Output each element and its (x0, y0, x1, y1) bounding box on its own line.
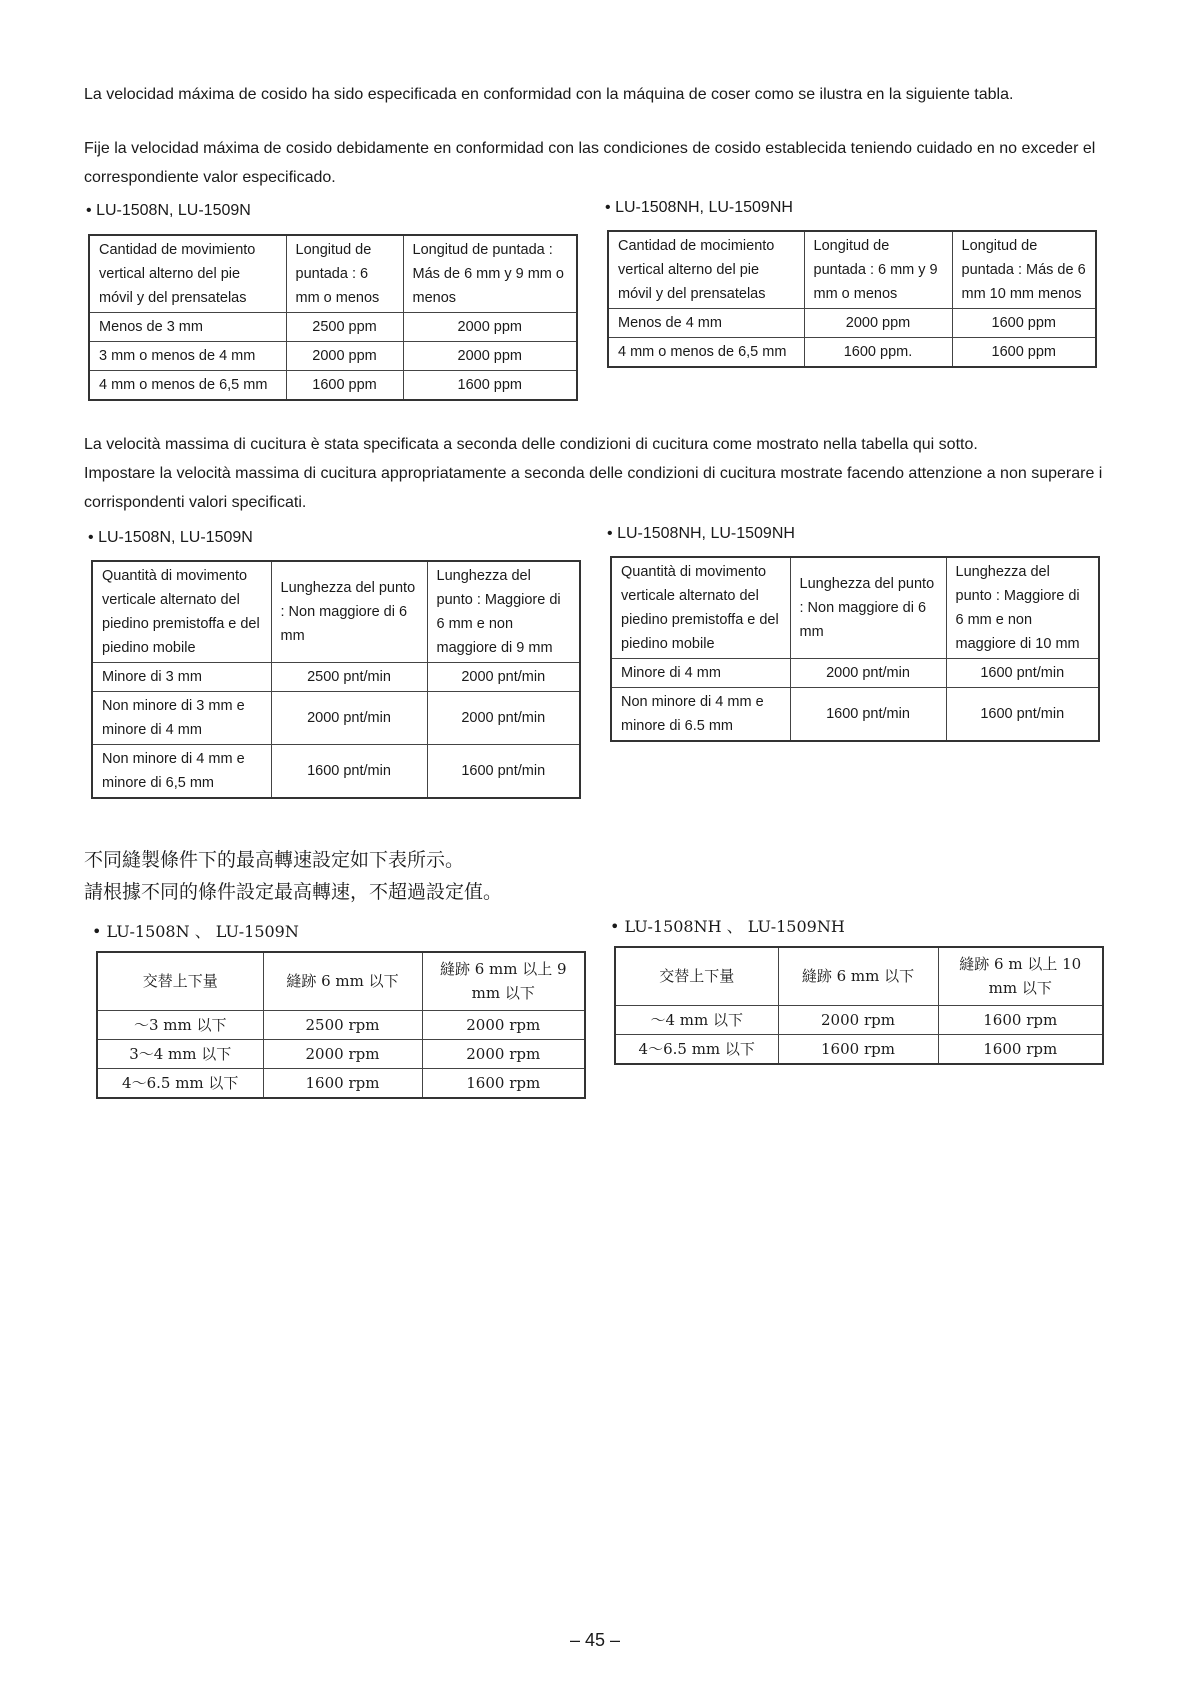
table-header-cell: 縫跡 6 m 以上 10 mm 以下 (938, 947, 1103, 1005)
table-row (89, 342, 577, 371)
table-header-cell: Longitud de puntada : 6 mm y 9 mm o menos (804, 231, 952, 309)
table-cell: 1600 pnt/min (271, 745, 427, 799)
table-cell: 4～6.5 mm 以下 (615, 1034, 778, 1064)
table-cell: 2000 rpm (778, 1005, 938, 1034)
table-header-row (608, 231, 1096, 309)
table-row (92, 745, 580, 799)
bullet-icon: • (92, 922, 102, 941)
table-cell: 2000 ppm (403, 342, 577, 371)
chinese-right-table (614, 946, 1104, 1065)
table-cell: Menos de 3 mm (89, 313, 286, 342)
table-cell: 2500 ppm (286, 313, 403, 342)
table-cell: 1600 ppm (286, 371, 403, 401)
spanish-left-caption: • LU-1508N, LU-1509N (86, 202, 251, 219)
table-cell: 1600 rpm (778, 1034, 938, 1064)
chinese-left-table (96, 951, 586, 1099)
table-cell: Menos de 4 mm (608, 309, 804, 338)
chinese-left-caption: • LU-1508N 、 LU-1509N (92, 922, 299, 941)
table-cell: 2000 ppm (403, 313, 577, 342)
table-cell: 1600 ppm (952, 309, 1096, 338)
table-header-cell: Lunghezza del punto : Maggiore di 6 mm e non maggiore di 10 mm (946, 557, 1099, 659)
table-cell: 2000 pnt/min (271, 692, 427, 745)
table-cell: 2000 pnt/min (790, 659, 946, 688)
table-cell: 1600 rpm (938, 1005, 1103, 1034)
table-cell: 3 mm o menos de 4 mm (89, 342, 286, 371)
page-number: – 45 – (569, 1630, 621, 1650)
table-cell: 2000 rpm (422, 1010, 585, 1039)
table-header-cell: Lunghezza del punto : Non maggiore di 6 mm (790, 557, 946, 659)
table-cell: 2000 pnt/min (427, 663, 580, 692)
italian-intro-1: La velocità massima di cucitura è stata specificata a seconda delle condizioni di cucitura come mostrato nella tabella qui sotto. (84, 436, 978, 453)
table-header-cell: 交替上下量 (97, 952, 263, 1010)
table-header-cell: Quantità di movimento verticale alternato del piedino premistoffa e del piedino mobile (92, 561, 271, 663)
table-cell: Minore di 3 mm (92, 663, 271, 692)
italian-right-table (610, 556, 1100, 742)
table-header-cell: Lunghezza del punto : Non maggiore di 6 mm (271, 561, 427, 663)
italian-left-caption: • LU-1508N, LU-1509N (88, 529, 253, 546)
table-row (97, 1039, 585, 1068)
table-header-row (92, 561, 580, 663)
table-cell: 1600 ppm. (804, 338, 952, 368)
table-header-cell: 交替上下量 (615, 947, 778, 1005)
table-row (92, 663, 580, 692)
table-header-row (615, 947, 1103, 1005)
table-cell: 2500 pnt/min (271, 663, 427, 692)
italian-right-caption: • LU-1508NH, LU-1509NH (607, 525, 795, 542)
table-cell: 1600 rpm (263, 1068, 422, 1098)
table-header-cell: Cantidad de mocimiento vertical alterno del pie móvil y del prensatelas (608, 231, 804, 309)
table-header-cell: Cantidad de movimiento vertical alterno del pie móvil y del prensatelas (89, 235, 286, 313)
table-cell: Non minore di 4 mm e minore di 6,5 mm (92, 745, 271, 799)
table-row (615, 1034, 1103, 1064)
chinese-intro-1: 不同縫製條件下的最高轉速設定如下表所示。 (84, 849, 465, 871)
bullet-icon: • (88, 529, 94, 546)
table-row (608, 338, 1096, 368)
table-cell: 1600 pnt/min (946, 688, 1099, 742)
table-row (89, 371, 577, 401)
table-row (89, 313, 577, 342)
table-cell: 2500 rpm (263, 1010, 422, 1039)
table-header-row (89, 235, 577, 313)
spanish-left-table (88, 234, 578, 401)
table-header-cell: Quantità di movimento verticale alternato del piedino premistoffa e del piedino mobile (611, 557, 790, 659)
table-cell: 4 mm o menos de 6,5 mm (89, 371, 286, 401)
table-row (97, 1068, 585, 1098)
bullet-icon: • (605, 199, 611, 216)
chinese-intro-2: 請根據不同的條件設定最高轉速，不超過設定值。 (84, 881, 503, 903)
spanish-intro-2: Fije la velocidad máxima de cosido debidamente en conformidad con las condiciones de cosido establecida teniendo cuidado en no exceder el correspondiente valor especificado. (84, 140, 1096, 186)
table-cell: 4～6.5 mm 以下 (97, 1068, 263, 1098)
table-cell: 1600 pnt/min (427, 745, 580, 799)
table-cell: Non minore di 4 mm e minore di 6.5 mm (611, 688, 790, 742)
table-header-cell: 縫跡 6 mm 以下 (263, 952, 422, 1010)
table-row (97, 1010, 585, 1039)
table-cell: 1600 rpm (422, 1068, 585, 1098)
table-header-cell: 縫跡 6 mm 以上 9 mm 以下 (422, 952, 585, 1010)
bullet-icon: • (610, 917, 620, 936)
table-cell: 1600 pnt/min (790, 688, 946, 742)
table-row (615, 1005, 1103, 1034)
table-header-row (611, 557, 1099, 659)
table-header-cell: 縫跡 6 mm 以下 (778, 947, 938, 1005)
table-row (92, 692, 580, 745)
table-header-cell: Longitud de puntada : Más de 6 mm 10 mm menos (952, 231, 1096, 309)
table-cell: 2000 rpm (422, 1039, 585, 1068)
table-cell: 2000 ppm (804, 309, 952, 338)
table-cell: 2000 ppm (286, 342, 403, 371)
table-header-row (97, 952, 585, 1010)
table-cell: 1600 ppm (952, 338, 1096, 368)
table-header-cell: Lunghezza del punto : Maggiore di 6 mm e non maggiore di 9 mm (427, 561, 580, 663)
table-header-cell: Longitud de puntada : Más de 6 mm y 9 mm o menos (403, 235, 577, 313)
table-row (611, 688, 1099, 742)
spanish-intro-1: La velocidad máxima de cosido ha sido especificada en conformidad con la máquina de coser como se ilustra en la siguiente tabla. (84, 86, 1014, 103)
bullet-icon: • (607, 525, 613, 542)
table-row (611, 659, 1099, 688)
chinese-right-caption: • LU-1508NH 、 LU-1509NH (610, 917, 845, 936)
table-cell: 1600 ppm (403, 371, 577, 401)
table-cell: ～4 mm 以下 (615, 1005, 778, 1034)
table-cell: Non minore di 3 mm e minore di 4 mm (92, 692, 271, 745)
table-cell: 2000 rpm (263, 1039, 422, 1068)
table-row (608, 309, 1096, 338)
table-cell: 3～4 mm 以下 (97, 1039, 263, 1068)
italian-intro-2: Impostare la velocità massima di cucitura appropriatamente a seconda delle condizioni di cucitura mostrate facendo attenzione a non superare i corrispondenti valori specificati. (84, 465, 1103, 511)
table-cell: 1600 pnt/min (946, 659, 1099, 688)
bullet-icon: • (86, 202, 92, 219)
table-cell: ～3 mm 以下 (97, 1010, 263, 1039)
table-cell: Minore di 4 mm (611, 659, 790, 688)
table-cell: 4 mm o menos de 6,5 mm (608, 338, 804, 368)
spanish-right-caption: • LU-1508NH, LU-1509NH (605, 199, 793, 216)
table-cell: 2000 pnt/min (427, 692, 580, 745)
table-header-cell: Longitud de puntada : 6 mm o menos (286, 235, 403, 313)
table-cell: 1600 rpm (938, 1034, 1103, 1064)
spanish-right-table (607, 230, 1097, 368)
italian-left-table (91, 560, 581, 799)
